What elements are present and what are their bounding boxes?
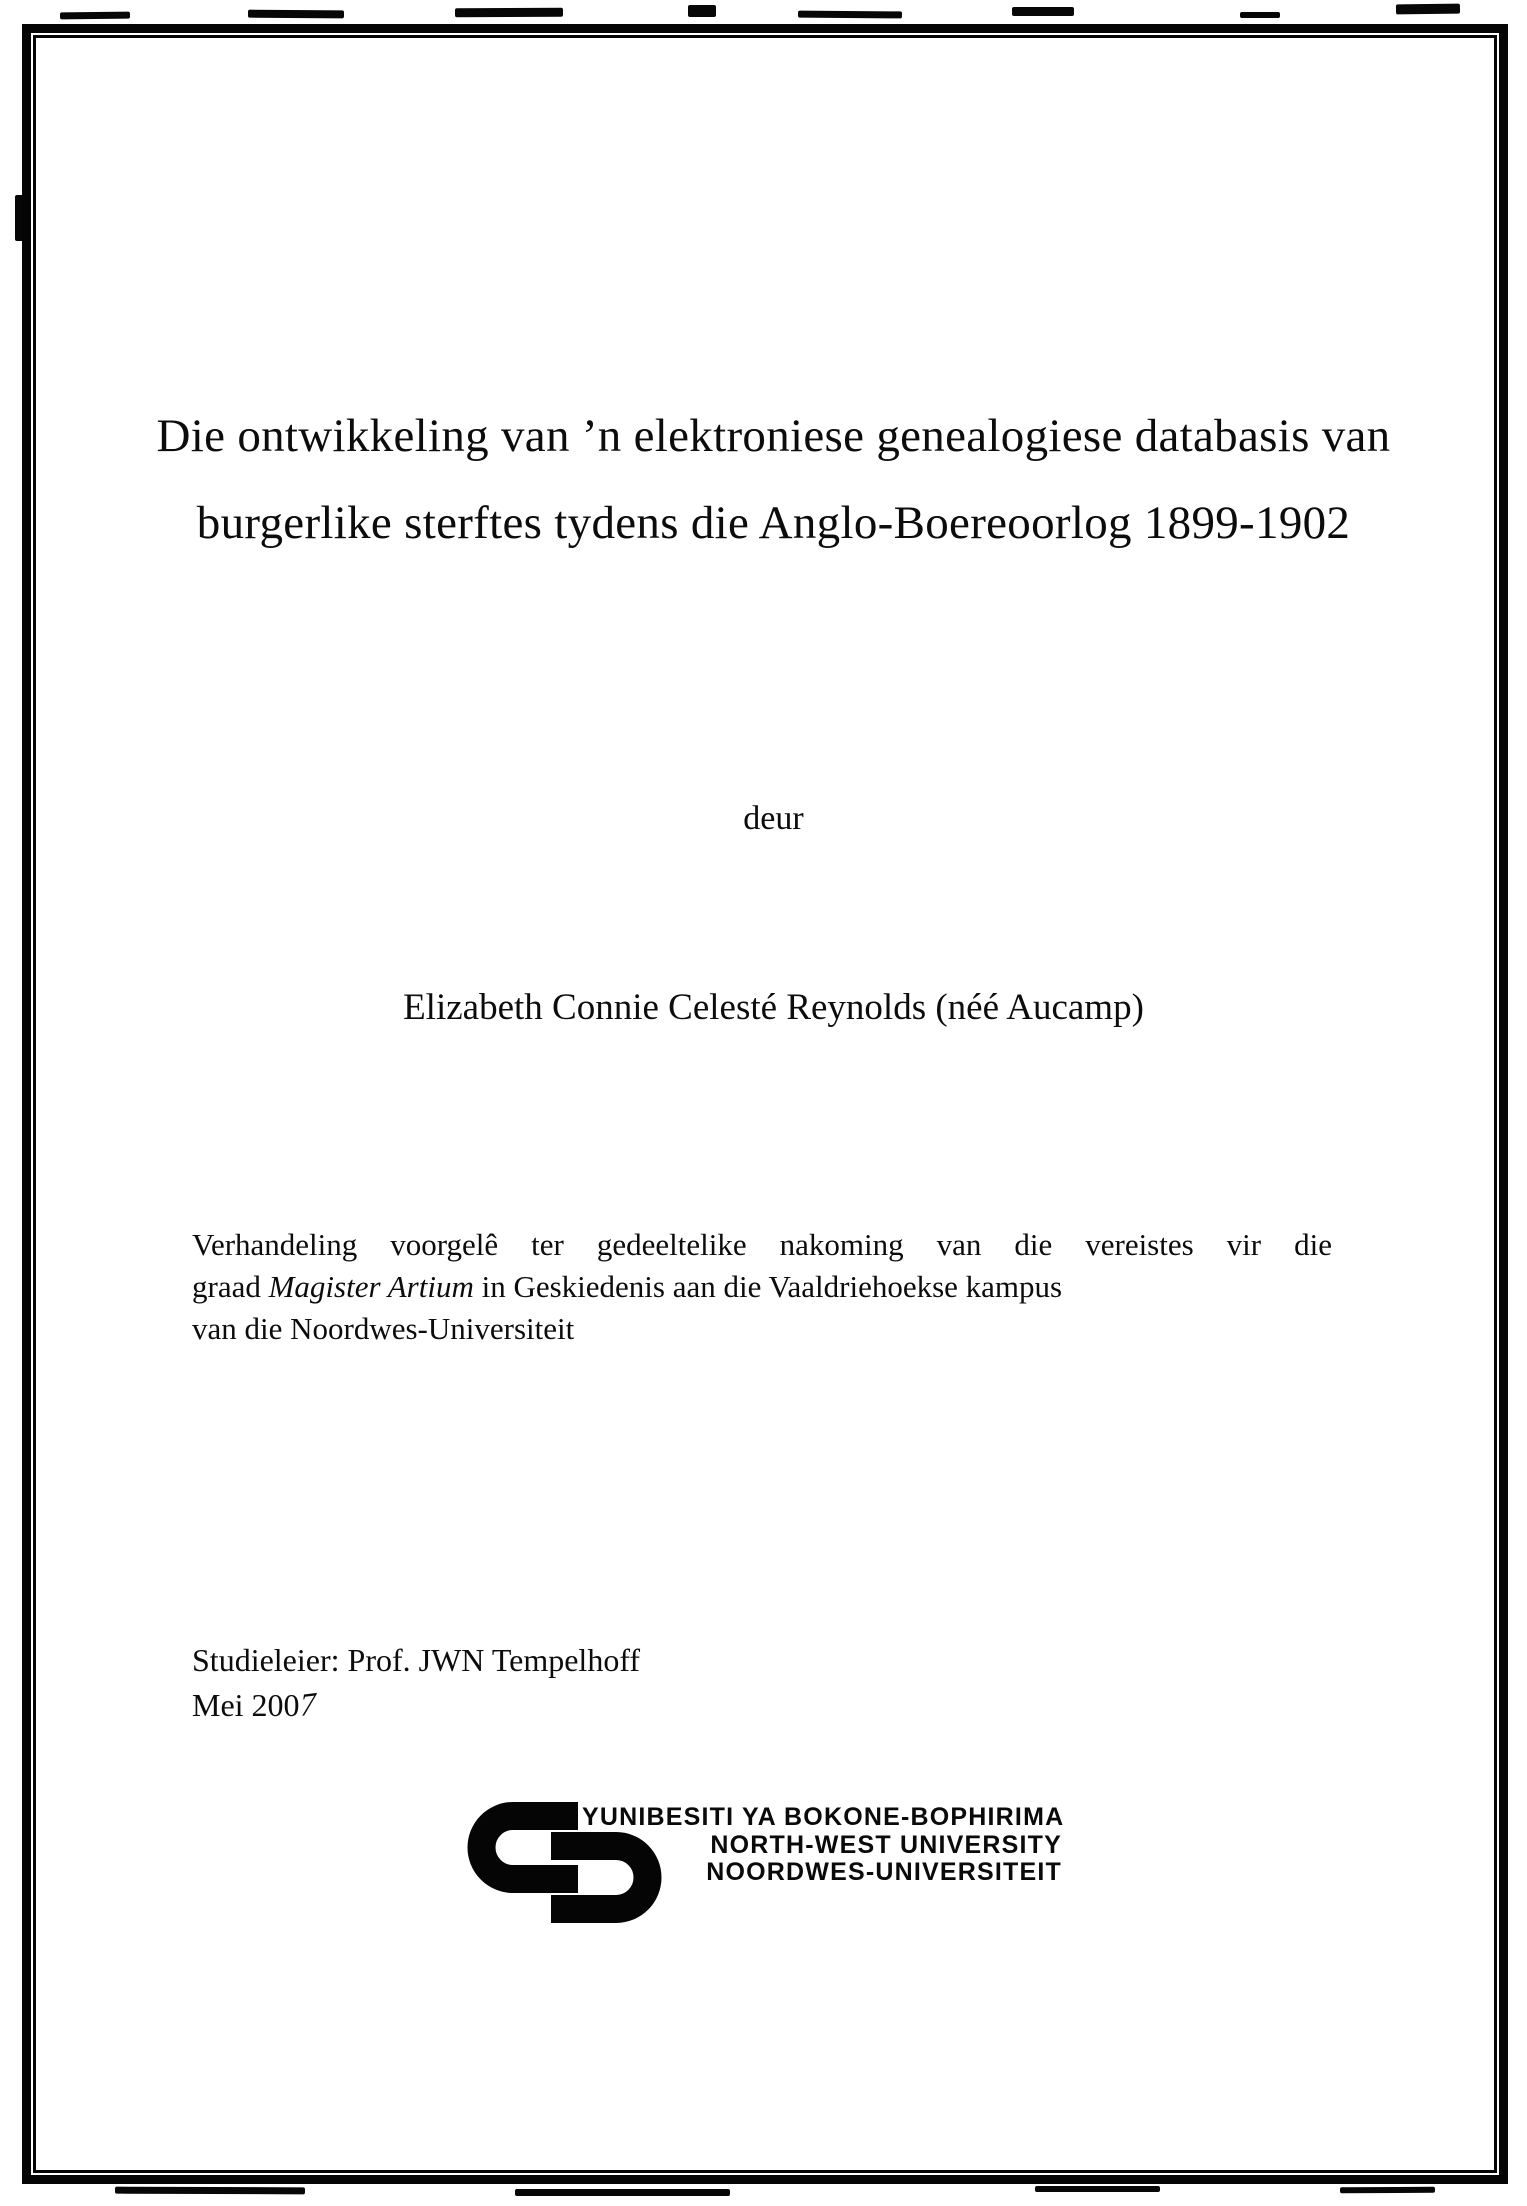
- date-line: [192, 1683, 640, 1728]
- supervisor-block: [192, 1638, 640, 1728]
- statement-line: Verhandeling voorgelê ter gedeeltelike nakoming van die vereistes vir die: [192, 1227, 1332, 1262]
- scan-artifact: [688, 5, 716, 17]
- logo-line-setswana: YUNIBESITI YA BOKONE-BOPHIRIMA: [582, 1803, 1065, 1831]
- scan-artifact: [60, 12, 130, 20]
- author-name: Elizabeth Connie Celesté Reynolds (néé Aucamp): [403, 987, 1144, 1028]
- statement-line2-suffix: in Geskiedenis aan die Vaaldriehoekse kampus: [473, 1269, 1063, 1304]
- degree-name-italic: Magister Artium: [268, 1269, 474, 1304]
- byline: deur: [743, 800, 804, 837]
- scan-artifact: [1340, 2187, 1435, 2193]
- statement-line: van die Noordwes-Universiteit: [192, 1311, 575, 1346]
- thesis-title: [20, 393, 1527, 567]
- scan-artifact: [1012, 7, 1074, 16]
- supervisor-line: Studieleier: Prof. JWN Tempelhoff: [192, 1642, 641, 1678]
- scan-artifact: [515, 2189, 730, 2196]
- page-frame-outer-border: [22, 24, 1508, 2184]
- statement-line: [192, 1266, 1332, 1308]
- scan-artifact: [1035, 2186, 1160, 2192]
- scan-artifact: [1240, 12, 1280, 18]
- thesis-title-line: burgerlike sterftes tydens die Anglo-Boereoorlog 1899-1902: [196, 497, 1351, 549]
- page-frame-inner-border: [33, 35, 1497, 2173]
- thesis-statement: [192, 1224, 1332, 1350]
- scan-artifact: [798, 11, 902, 19]
- scan-artifact: [1396, 4, 1460, 15]
- scan-artifact: [115, 2187, 305, 2195]
- date-prefix: Mei 200: [192, 1687, 300, 1723]
- logo-line-english: NORTH-WEST UNIVERSITY: [710, 1830, 1062, 1859]
- scan-artifact: [248, 10, 344, 19]
- statement-line2-prefix: graad: [192, 1269, 269, 1304]
- thesis-title-line: Die ontwikkeling van ’n elektroniese genealogiese databasis van: [156, 410, 1391, 462]
- logo-line-afrikaans: NOORDWES-UNIVERSITEIT: [706, 1858, 1062, 1886]
- date-last-digit: 7: [296, 1684, 319, 1724]
- scan-artifact: [455, 8, 563, 18]
